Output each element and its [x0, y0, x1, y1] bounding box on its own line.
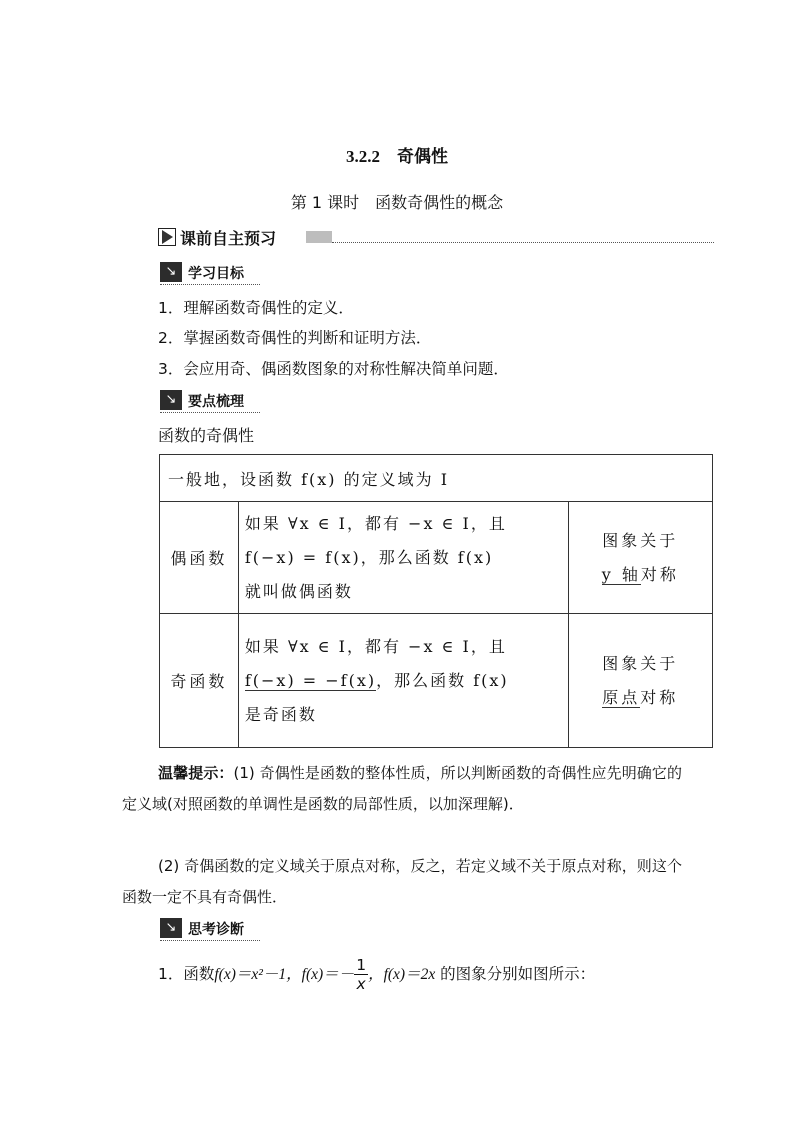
odd-def-line1: 如果 ∀x ∈ I，都有 −x ∈ I，且	[244, 636, 507, 656]
table-header: 一般地，设函数 f(x) 的定义域为 I	[160, 455, 713, 502]
goal-item: 2．掌握函数奇偶性的判断和证明方法．	[158, 329, 432, 347]
table-row	[160, 455, 713, 502]
question-1	[158, 956, 595, 993]
section-dotted-rule	[332, 242, 714, 243]
tag-underline	[160, 412, 260, 413]
odd-name: 奇函数	[160, 614, 239, 748]
section-bar	[306, 231, 332, 243]
tag-thinking-label: 思考诊断	[188, 922, 244, 938]
fraction-denominator: x	[356, 975, 366, 993]
table-row	[160, 614, 713, 748]
fraction	[354, 956, 368, 993]
table-row	[160, 502, 713, 614]
even-def-line3: 就叫做偶函数	[244, 581, 353, 601]
question-suffix: 的图象分别如图所示：	[435, 965, 596, 983]
even-sym-key: y 轴	[601, 564, 641, 584]
tip-paragraph-1	[122, 758, 682, 820]
function-2: f(x)＝－	[301, 966, 355, 983]
tip-text-1: (1) 奇偶性是函数的整体性质，所以判断函数的奇偶性应先明确它的定义域(对照函数的单调性是函数的局部性质，以加深理解)．	[122, 764, 682, 813]
tag-points-label: 要点梳理	[188, 394, 244, 410]
odd-sym-prefix: 图象关于	[602, 653, 679, 673]
even-sym-suffix: 对称	[640, 564, 679, 584]
tip-label: 温馨提示：	[158, 764, 234, 782]
odd-definition	[238, 614, 568, 748]
tag-underline	[160, 284, 260, 285]
parity-table	[159, 454, 713, 748]
tag-underline	[160, 940, 260, 941]
even-def-line1: 如果 ∀x ∈ I，都有 −x ∈ I，且	[244, 513, 507, 533]
function-3: ，f(x)＝2x	[368, 966, 436, 983]
odd-def-line3: 是奇函数	[244, 704, 317, 724]
arrow-down-right-icon: ↘	[160, 918, 182, 938]
even-name: 偶函数	[160, 502, 239, 614]
odd-sym-suffix: 对称	[640, 687, 679, 707]
question-prefix: 1．函数	[158, 965, 215, 983]
tag-goals-label: 学习目标	[188, 266, 244, 282]
section-banner	[158, 226, 718, 248]
arrow-down-right-icon: ↘	[160, 390, 182, 410]
odd-def-rest: ，那么函数 f(x)	[376, 670, 509, 690]
goal-item: 1．理解函数奇偶性的定义．	[158, 299, 354, 317]
odd-symmetry	[568, 614, 712, 748]
section-label: 课前自主预习	[180, 229, 277, 248]
function-1: f(x)＝x²－1，	[214, 966, 302, 983]
tip-paragraph-2	[122, 851, 682, 913]
page-title: 3.2.2 奇偶性	[346, 147, 448, 166]
fraction-numerator: 1	[356, 956, 367, 974]
even-symmetry	[568, 502, 712, 614]
odd-sym-key: 原点	[602, 687, 641, 707]
play-arrow-icon	[162, 230, 173, 244]
goal-item: 3．会应用奇、偶函数图象的对称性解决简单问题．	[158, 360, 509, 378]
lesson-subtitle: 第 1 课时 函数奇偶性的概念	[290, 193, 504, 212]
points-heading: 函数的奇偶性	[158, 426, 255, 445]
tip-text-2: (2) 奇偶函数的定义域关于原点对称，反之，若定义域不关于原点对称，则这个函数一定不具有奇偶性．	[122, 857, 682, 906]
even-definition	[238, 502, 568, 614]
even-sym-prefix: 图象关于	[602, 530, 679, 550]
arrow-down-right-icon: ↘	[160, 262, 182, 282]
odd-def-key: f(−x) = −f(x)	[244, 670, 377, 690]
even-def-line2: f(−x) = f(x)，那么函数 f(x)	[244, 547, 494, 567]
